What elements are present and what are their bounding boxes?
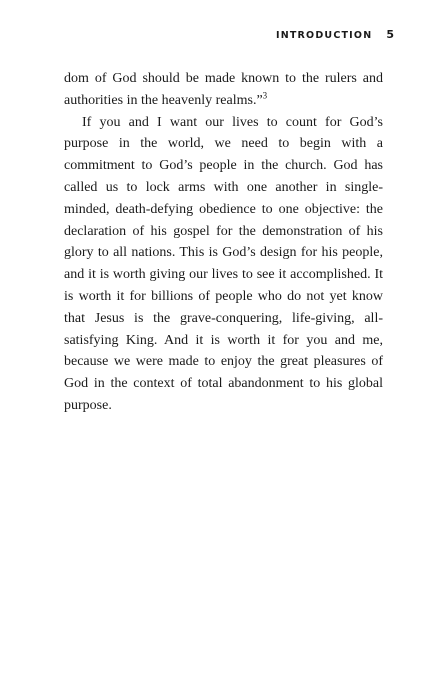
footnote-reference: 3 — [262, 90, 268, 101]
section-title: INTRODUCTION — [275, 30, 373, 41]
paragraph-continuation-text: dom of God should be made known to the rulers and authorities in the heavenly realms.” — [64, 71, 383, 108]
running-header — [276, 28, 394, 41]
body-text — [64, 68, 383, 417]
page-number: 5 — [386, 28, 394, 41]
paragraph: If you and I want our lives to count for God’s purpose in the world, we need to begin with a commitment to God’s people in the church. God has called us to lock arms with one another in single-minded, death-defying obedience to one objective: the declaration of his gospel for the demonstration of his glory to all nations. This is God’s design for his people, and it is worth giving our lives to see it accomplished. It is worth it for billions of people who do not yet know that Jesus is the grave-conquering, life-giving, all-satisfying King. And it is worth it for you and me, because we were made to enjoy the great pleasures of God in the context of total abandonment to his global purpose. — [64, 114, 383, 413]
paragraph-continuation — [64, 68, 383, 112]
